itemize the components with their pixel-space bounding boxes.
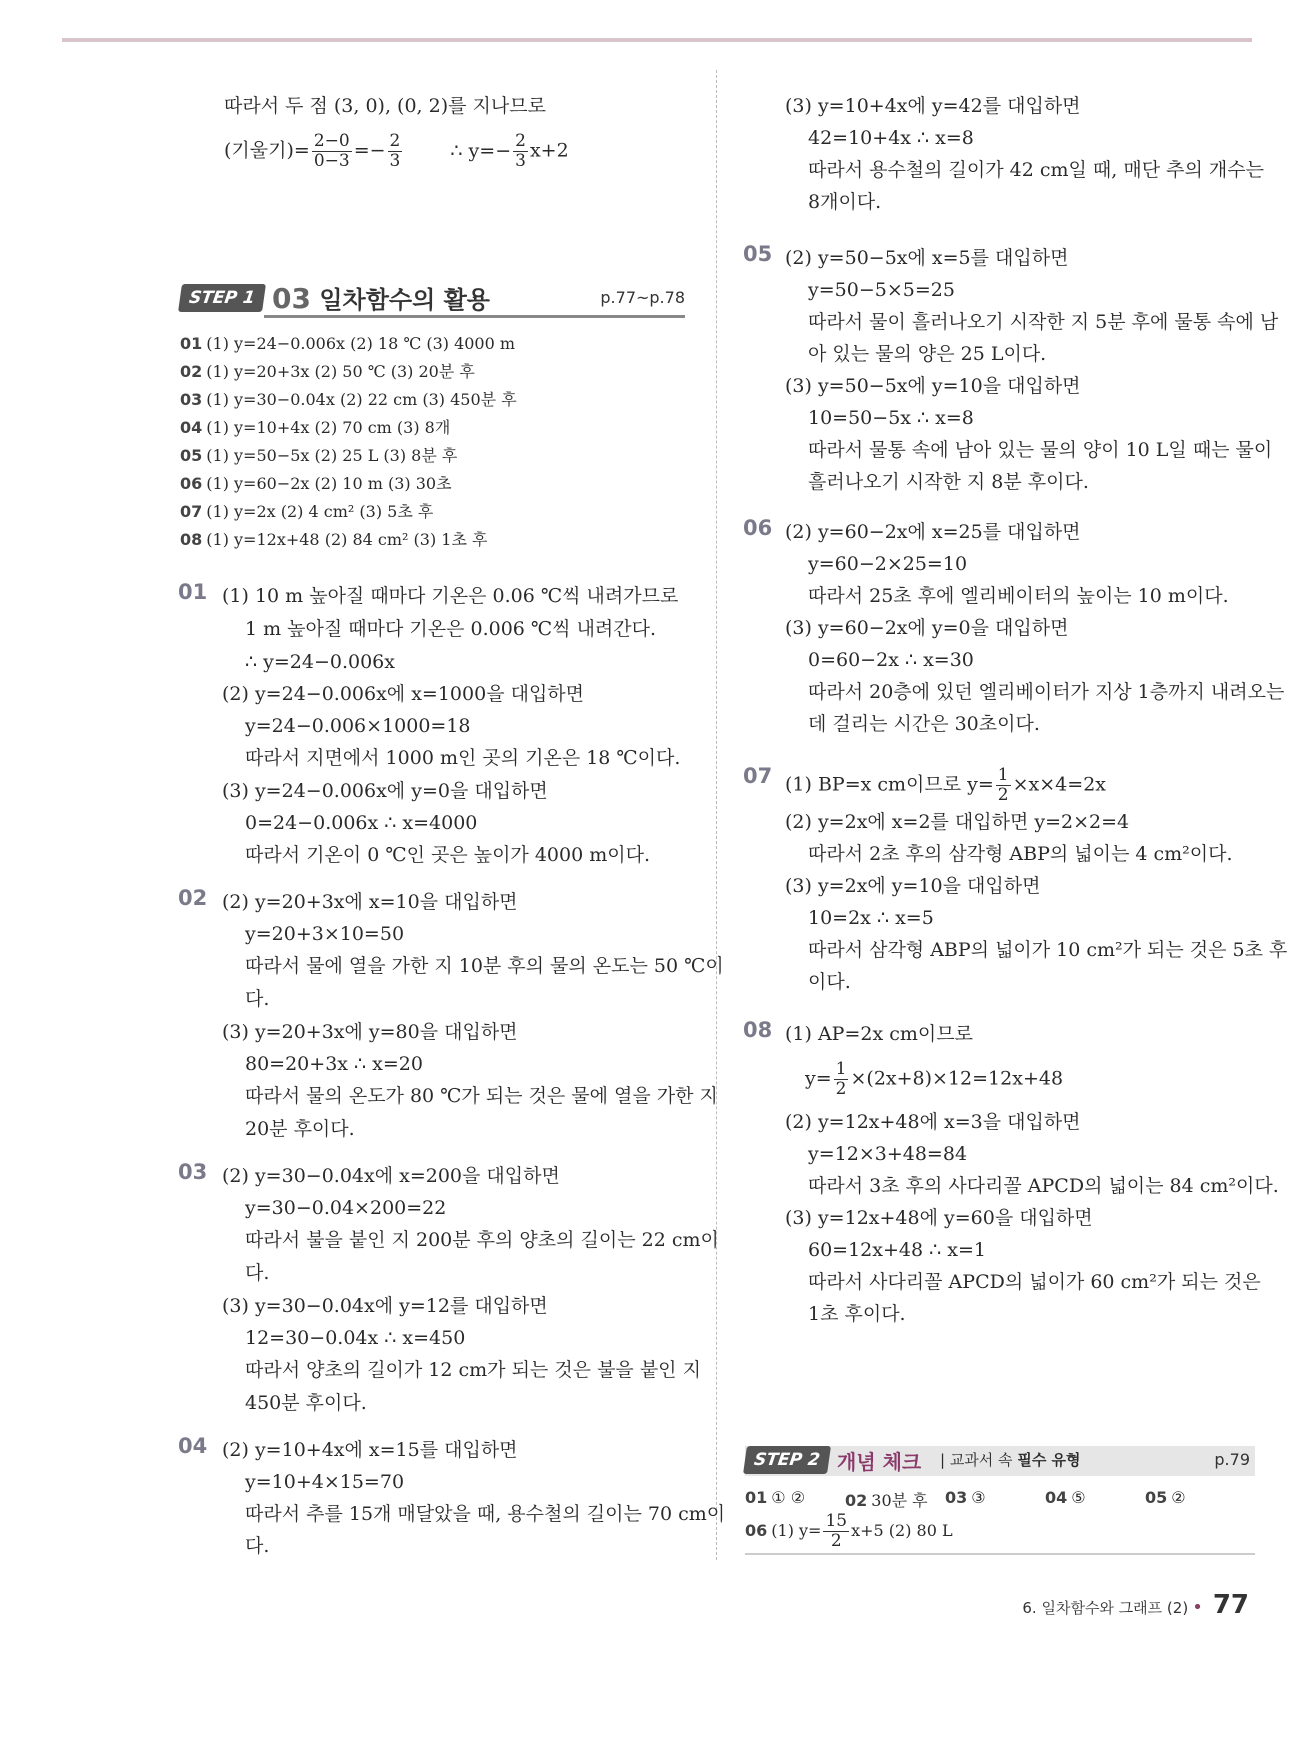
solution-line: (3) y=2x에 y=10을 대입하면 xyxy=(785,875,1041,897)
solution-line: (3) y=24−0.006x에 y=0을 대입하면 xyxy=(222,780,548,802)
answer-row xyxy=(180,358,475,386)
step1-underline xyxy=(264,315,685,318)
step2-answer-06: 06 (1) y= $\frac{15}{2}$ x+5 (2) 80 L xyxy=(745,1511,953,1551)
solution-line: 이다. xyxy=(808,971,851,993)
solution-line: (3) y=30−0.04x에 y=12를 대입하면 xyxy=(222,1295,548,1317)
solution-line: (2) y=12x+48에 x=3을 대입하면 xyxy=(785,1111,1081,1133)
solution-line: (3) y=12x+48에 y=60을 대입하면 xyxy=(785,1207,1093,1229)
answer-number: 03 xyxy=(180,390,203,409)
solution-line: 10=50−5x ∴ x=8 xyxy=(808,407,974,429)
solution-line: 다. xyxy=(245,1535,270,1557)
solution-line: 0=24−0.006x ∴ x=4000 xyxy=(245,812,478,834)
answer-row xyxy=(180,470,452,498)
solution-line: (3) y=60−2x에 y=0을 대입하면 xyxy=(785,617,1069,639)
answer-row xyxy=(180,386,517,414)
step2-answer: 05 ② xyxy=(1145,1488,1186,1507)
solution-line: 8개이다. xyxy=(808,191,882,213)
bottom-rule xyxy=(745,1553,1255,1555)
solution-line: y=12×3+48=84 xyxy=(808,1143,968,1165)
solution-line: 따라서 2초 후의 삼각형 ABP의 넓이는 4 cm²이다. xyxy=(808,843,1233,865)
question-number: 02 xyxy=(178,886,208,910)
solution-line: (2) y=2x에 x=2를 대입하면 y=2×2=4 xyxy=(785,811,1130,833)
step2-title: 개념 체크 xyxy=(837,1450,922,1474)
page-footer: 6. 일차함수와 그래프 (2) • 77 xyxy=(1022,1590,1249,1620)
answer-number: 04 xyxy=(180,418,203,437)
solution-line: (1) AP=2x cm이므로 xyxy=(785,1023,973,1045)
solution-line: 450분 후이다. xyxy=(245,1392,367,1414)
answer-row xyxy=(180,414,450,442)
solution-line: 따라서 물통 속에 남아 있는 물의 양이 10 L일 때는 물이 xyxy=(808,439,1273,461)
answer-number: 05 xyxy=(180,446,203,465)
solution-line: 1초 후이다. xyxy=(808,1303,906,1325)
slope-equation: (기울기)= $\frac{2-0}{0-3}$ =− $\frac{2}{3}$ ∴ y=− $\frac{2}{3}$ x+2 xyxy=(224,131,569,171)
solution-line: (2) y=10+4x에 x=15를 대입하면 xyxy=(222,1439,518,1461)
q07-line1: (1) BP=x cm이므로 y= $\frac{1}{2}$ ×x×4=2x xyxy=(785,765,1106,805)
step2-answer: 01 ① ② xyxy=(745,1488,806,1507)
solution-line: y=50−5×5=25 xyxy=(808,279,955,301)
solution-line: 흘러나오기 시작한 지 8분 후이다. xyxy=(808,471,1089,493)
step2-pages: p.79 xyxy=(1214,1450,1250,1469)
question-number: 01 xyxy=(178,580,208,604)
solution-line: 60=12x+48 ∴ x=1 xyxy=(808,1239,986,1261)
step1-pages: p.77~p.78 xyxy=(600,288,685,307)
solution-line: 따라서 20층에 있던 엘리베이터가 지상 1층까지 내려오는 xyxy=(808,681,1285,703)
answer-text: (1) y=24−0.006x (2) 18 ℃ (3) 4000 m xyxy=(206,334,516,353)
solution-line: 데 걸리는 시간은 30초이다. xyxy=(808,713,1040,735)
solution-line: (2) y=30−0.04x에 x=200을 대입하면 xyxy=(222,1165,560,1187)
solution-line: (2) y=50−5x에 x=5를 대입하면 xyxy=(785,247,1069,269)
solution-line: 20분 후이다. xyxy=(245,1118,355,1140)
solution-line: (3) y=50−5x에 y=10을 대입하면 xyxy=(785,375,1081,397)
q08-line2: y= $\frac{1}{2}$ ×(2x+8)×12=12x+48 xyxy=(805,1059,1064,1099)
column-divider xyxy=(716,70,717,1560)
solution-line: 따라서 25초 후에 엘리베이터의 높이는 10 m이다. xyxy=(808,585,1229,607)
question-number: 05 xyxy=(743,242,773,266)
solution-line: 따라서 사다리꼴 APCD의 넓이가 60 cm²가 되는 것은 xyxy=(808,1271,1261,1293)
solution-line: 따라서 추를 15개 매달았을 때, 용수철의 길이는 70 cm이 xyxy=(245,1503,726,1525)
answer-number: 06 xyxy=(180,474,203,493)
answer-number: 08 xyxy=(180,530,203,549)
solution-line: ∴ y=24−0.006x xyxy=(245,651,395,673)
solution-line: 1 m 높아질 때마다 기온은 0.006 ℃씩 내려간다. xyxy=(245,618,657,640)
answer-number: 02 xyxy=(180,362,203,381)
solution-line: y=30−0.04×200=22 xyxy=(245,1197,447,1219)
answer-text: (1) y=60−2x (2) 10 m (3) 30초 xyxy=(206,474,452,493)
solution-line: 따라서 지면에서 1000 m인 곳의 기온은 18 ℃이다. xyxy=(245,747,681,769)
solution-line: 0=60−2x ∴ x=30 xyxy=(808,649,974,671)
solution-line: 따라서 양초의 길이가 12 cm가 되는 것은 불을 붙인 지 xyxy=(245,1359,701,1381)
solution-line: (1) 10 m 높아질 때마다 기온은 0.06 ℃씩 내려가므로 xyxy=(222,585,679,607)
solution-line: y=10+4×15=70 xyxy=(245,1471,405,1493)
solution-line: y=60−2×25=10 xyxy=(808,553,968,575)
solution-line: 다. xyxy=(245,988,270,1010)
question-number: 03 xyxy=(178,1160,208,1184)
question-number: 06 xyxy=(743,516,773,540)
step2-answer: 04 ⑤ xyxy=(1045,1488,1086,1507)
header-rule xyxy=(62,38,1252,42)
solution-line: 따라서 물이 흘러나오기 시작한 지 5분 후에 물통 속에 남 xyxy=(808,311,1279,333)
answer-row xyxy=(180,330,515,358)
solution-line: (2) y=20+3x에 x=10을 대입하면 xyxy=(222,891,518,913)
solution-line: 따라서 용수철의 길이가 42 cm일 때, 매단 추의 개수는 xyxy=(808,159,1264,181)
step2-tag: STEP 2 xyxy=(743,1446,831,1474)
solution-line: 따라서 물의 온도가 80 ℃가 되는 것은 물에 열을 가한 지 xyxy=(245,1085,718,1107)
question-number: 04 xyxy=(178,1434,208,1458)
solution-line: 따라서 삼각형 ABP의 넓이가 10 cm²가 되는 것은 5초 후 xyxy=(808,939,1288,961)
answer-number: 01 xyxy=(180,334,203,353)
step2-answer: 03 ③ xyxy=(945,1488,986,1507)
intro-line: 따라서 두 점 (3, 0), (0, 2)를 지나므로 xyxy=(224,95,546,117)
solution-line: 10=2x ∴ x=5 xyxy=(808,907,934,929)
solution-line: 42=10+4x ∴ x=8 xyxy=(808,127,974,149)
solution-line: (3) y=20+3x에 y=80을 대입하면 xyxy=(222,1021,518,1043)
solution-line: 12=30−0.04x ∴ x=450 xyxy=(245,1327,466,1349)
solution-line: (2) y=24−0.006x에 x=1000을 대입하면 xyxy=(222,683,585,705)
question-number: 07 xyxy=(743,764,773,788)
answer-text: (1) y=2x (2) 4 cm² (3) 5초 후 xyxy=(206,502,434,521)
solution-line: 다. xyxy=(245,1262,270,1284)
solution-line: 따라서 불을 붙인 지 200분 후의 양초의 길이는 22 cm이 xyxy=(245,1229,719,1251)
solution-line: (2) y=60−2x에 x=25를 대입하면 xyxy=(785,521,1081,543)
answer-text: (1) y=12x+48 (2) 84 cm² (3) 1초 후 xyxy=(206,530,488,549)
answer-text: (1) y=50−5x (2) 25 L (3) 8분 후 xyxy=(206,446,458,465)
step1-tag: STEP 1 xyxy=(178,284,266,312)
step2-answer: 02 30분 후 xyxy=(845,1491,928,1510)
step1-header xyxy=(180,278,685,318)
step2-subtitle: | 교과서 속 필수 유형 xyxy=(940,1451,1081,1469)
step1-title: 03 일차함수의 활용 xyxy=(272,282,490,315)
answer-number: 07 xyxy=(180,502,203,521)
solution-line: y=24−0.006×1000=18 xyxy=(245,715,471,737)
solution-line: 따라서 3초 후의 사다리꼴 APCD의 넓이는 84 cm²이다. xyxy=(808,1175,1279,1197)
solution-line: 따라서 기온이 0 ℃인 곳은 높이가 4000 m이다. xyxy=(245,844,650,866)
answer-row xyxy=(180,498,433,526)
step2-header xyxy=(745,1440,1250,1480)
solution-line: (3) y=10+4x에 y=42를 대입하면 xyxy=(785,95,1081,117)
answer-text: (1) y=10+4x (2) 70 cm (3) 8개 xyxy=(206,418,451,437)
answer-row xyxy=(180,526,487,554)
answer-text: (1) y=20+3x (2) 50 ℃ (3) 20분 후 xyxy=(206,362,475,381)
solution-line: 따라서 물에 열을 가한 지 10분 후의 물의 온도는 50 ℃이 xyxy=(245,955,724,977)
answer-row xyxy=(180,442,457,470)
question-number: 08 xyxy=(743,1018,773,1042)
solution-line: 아 있는 물의 양은 25 L이다. xyxy=(808,343,1047,365)
solution-line: 80=20+3x ∴ x=20 xyxy=(245,1053,423,1075)
solution-line: y=20+3×10=50 xyxy=(245,923,405,945)
answer-text: (1) y=30−0.04x (2) 22 cm (3) 450분 후 xyxy=(206,390,517,409)
